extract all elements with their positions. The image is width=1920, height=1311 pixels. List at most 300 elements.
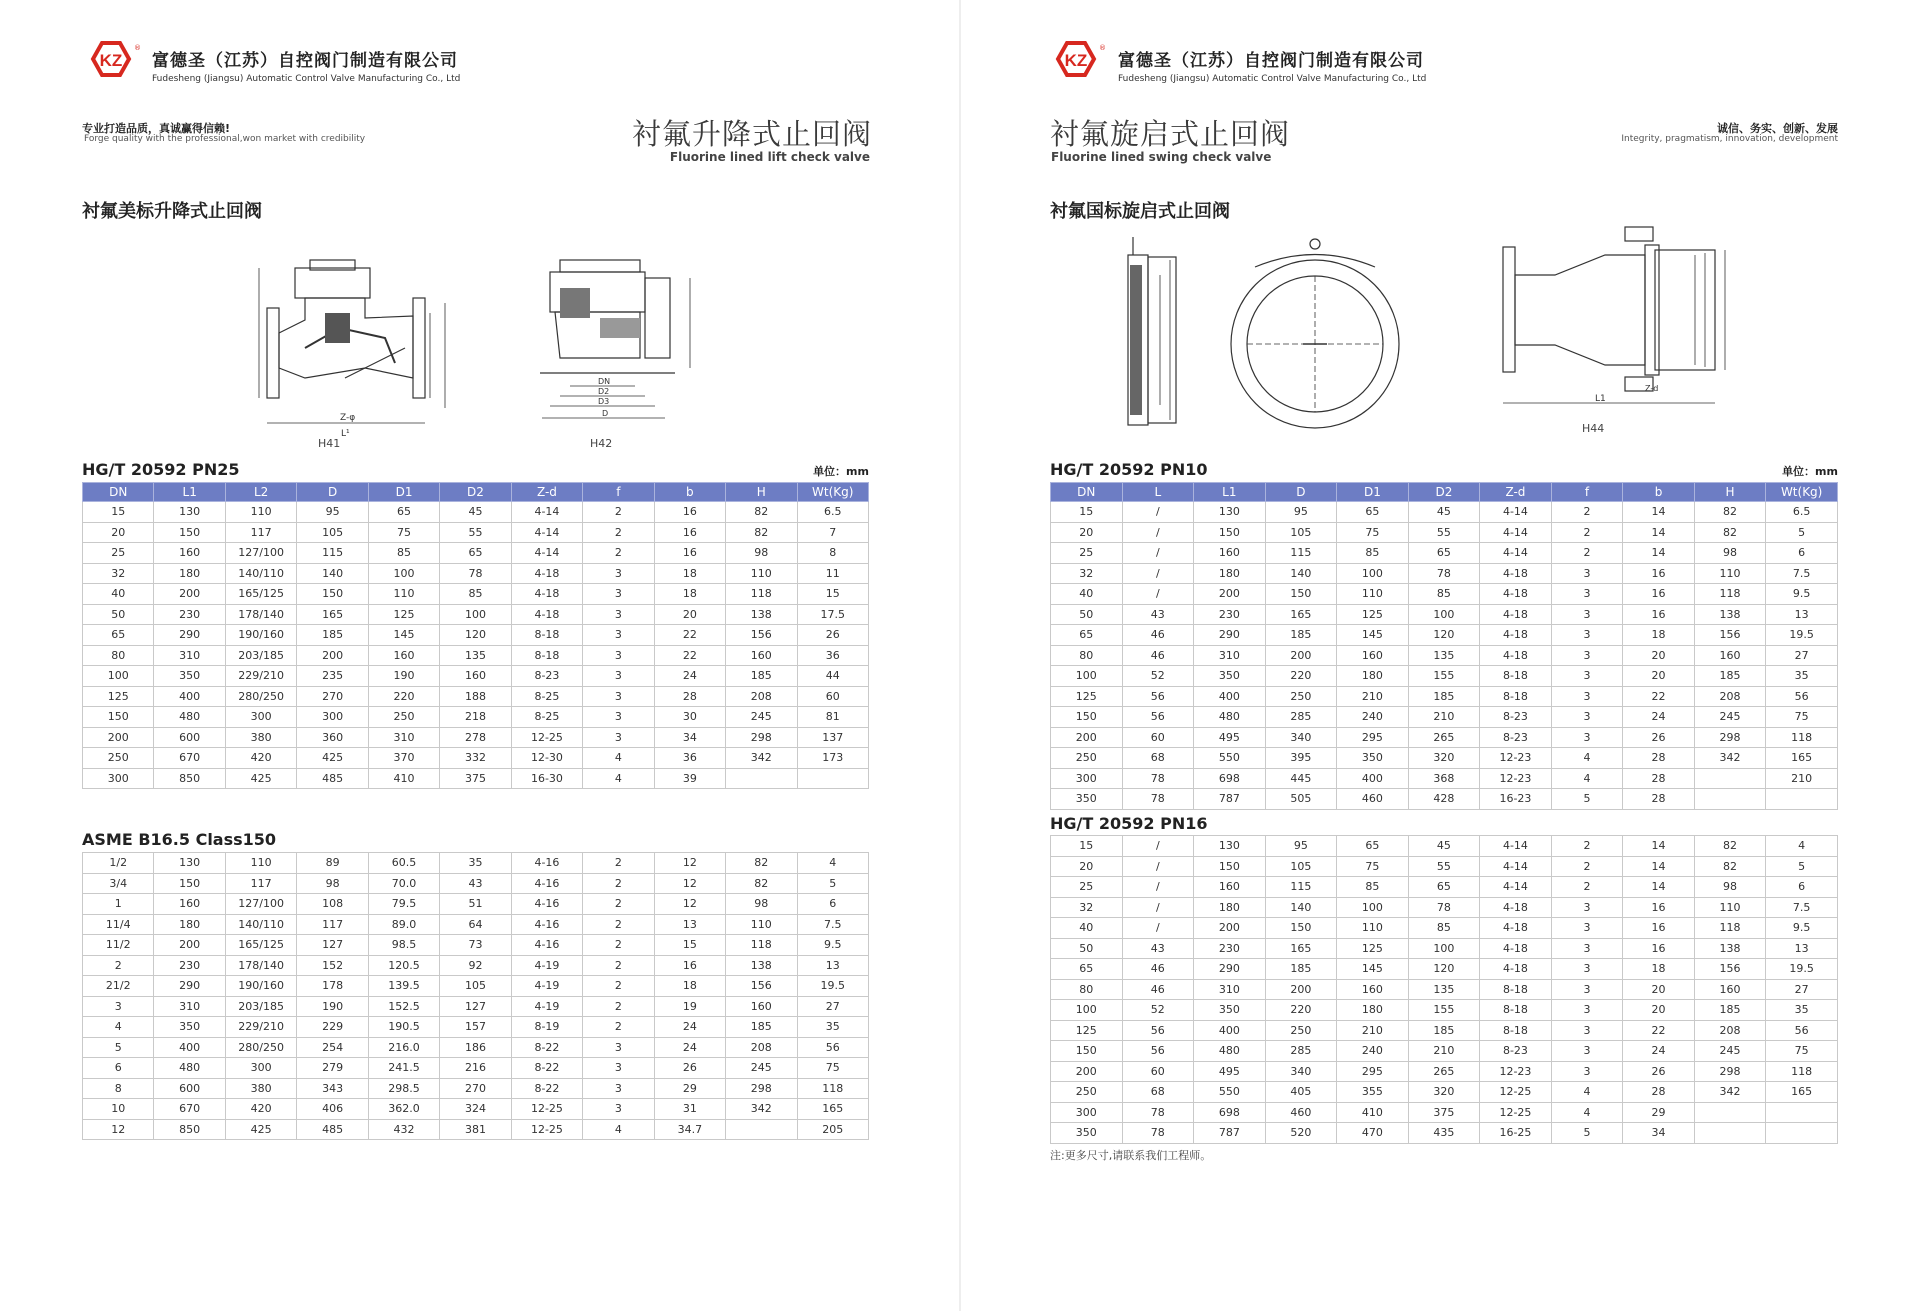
table-row [83,1017,869,1038]
table-cell: 13 [1766,604,1838,625]
table-cell: 12-23 [1480,768,1552,789]
table-cell: 265 [1408,1061,1480,1082]
table-cell: 156 [726,625,797,646]
table-cell: 165 [797,1099,868,1120]
table-cell: 11/2 [83,935,154,956]
table-cell: 6 [1766,543,1838,564]
slogan-en: Forge quality with the professional,won market with credibility [84,134,366,144]
table-cell: 8-23 [1480,1041,1552,1062]
table-cell: 4-18 [1480,625,1552,646]
table-cell: 75 [1766,707,1838,728]
table-cell: 3 [583,1099,654,1120]
company-name-en: Fudesheng (Jiangsu) Automatic Control Valve Manufacturing Co., Ltd [1118,74,1427,84]
table-row [83,996,869,1017]
table-cell: 150 [1051,707,1123,728]
table-cell: 85 [440,584,511,605]
table-cell: 95 [1265,836,1337,857]
table-cell: 185 [1265,959,1337,980]
table-cell: 300 [225,707,296,728]
table-cell [726,1119,797,1140]
table-cell: 4-16 [511,853,582,874]
table-cell: 218 [440,707,511,728]
table-cell: 18 [654,584,725,605]
table-cell: 220 [1265,1000,1337,1021]
table-cell [1694,768,1766,789]
table-cell: 2 [583,853,654,874]
table-row [1051,1061,1838,1082]
table-cell: 7.5 [1766,563,1838,584]
table-cell: 200 [297,645,368,666]
table-cell: 152.5 [368,996,439,1017]
table-cell: 20 [1623,1000,1695,1021]
swing-side-view-drawing [1120,235,1195,435]
table-cell: 14 [1623,502,1695,523]
table-cell: 12 [654,873,725,894]
table-row [83,768,869,789]
table-row [1051,1041,1838,1062]
table-cell [726,768,797,789]
table-cell: 185 [297,625,368,646]
table-cell: 460 [1265,1102,1337,1123]
table-cell: 4-14 [1480,877,1552,898]
table-cell: 425 [225,768,296,789]
table-cell: 16 [1623,938,1695,959]
table-row [83,1037,869,1058]
table-cell: 160 [726,996,797,1017]
table-cell: 110 [1337,918,1409,939]
table-cell: 110 [368,584,439,605]
table-cell: 420 [225,748,296,769]
table-cell: 230 [154,604,225,625]
table-cell: 40 [83,584,154,605]
table-cell: 65 [1051,959,1123,980]
table-cell: 100 [1408,604,1480,625]
table-cell: 16 [1623,604,1695,625]
column-header: Z-d [511,483,582,502]
table-cell: 32 [1051,897,1123,918]
table-cell: 670 [154,1099,225,1120]
table-cell: 16 [654,955,725,976]
table-cell: 65 [1337,836,1409,857]
table-cell: 245 [726,1058,797,1079]
table-cell: 12-25 [511,727,582,748]
table-cell: 220 [1265,666,1337,687]
table-cell: 27 [1766,645,1838,666]
table-cell: 235 [297,666,368,687]
table-cell: 98 [726,543,797,564]
table-cell: 4 [583,768,654,789]
table-cell: 160 [1194,543,1266,564]
table-cell: 145 [368,625,439,646]
table-cell: 117 [225,873,296,894]
table-cell: 185 [1265,625,1337,646]
table-cell: 298 [726,727,797,748]
svg-text:Z-d: Z-d [1645,384,1659,393]
table-cell: 155 [1408,1000,1480,1021]
table-cell: 343 [297,1078,368,1099]
standard-label-1: HG/T 20592 PN10 [1050,460,1208,479]
table-cell [1766,1123,1838,1144]
table-cell: 470 [1337,1123,1409,1144]
column-header: b [1623,483,1695,502]
table-cell: 320 [1408,1082,1480,1103]
table-cell: 15 [1051,502,1123,523]
table-row [83,1099,869,1120]
table-cell: 290 [1194,625,1266,646]
column-header: H [726,483,797,502]
table-cell: 110 [1337,584,1409,605]
table-cell: 4-18 [511,584,582,605]
table-cell: 150 [154,873,225,894]
table-cell: 85 [1408,918,1480,939]
table-cell: 200 [1194,584,1266,605]
table-cell: 420 [225,1099,296,1120]
table-cell: 8-18 [1480,1020,1552,1041]
table-cell: 350 [1337,748,1409,769]
table-cell: 3 [583,563,654,584]
table-cell: 4 [583,748,654,769]
table-cell: 28 [1623,768,1695,789]
table-row [83,522,869,543]
table-cell: 160 [154,543,225,564]
table-cell: 216.0 [368,1037,439,1058]
table-cell: 127 [440,996,511,1017]
table-cell: 2 [83,955,154,976]
table-cell: 4-14 [511,502,582,523]
table-cell: 6.5 [797,502,868,523]
table-cell: 3 [1551,625,1623,646]
svg-text:D: D [602,409,609,418]
table-cell: 4 [583,1119,654,1140]
table-cell: 25 [83,543,154,564]
table-cell: 300 [83,768,154,789]
column-header: D1 [1337,483,1409,502]
table-cell: 105 [440,976,511,997]
table-cell: 3 [1551,979,1623,1000]
table-cell: / [1122,563,1194,584]
table-cell: 7.5 [797,914,868,935]
table-row [1051,543,1838,564]
table-cell: 92 [440,955,511,976]
table-cell: 12-25 [1480,1082,1552,1103]
table-cell: 298 [1694,1061,1766,1082]
table-cell: 3 [1551,897,1623,918]
table-cell: 285 [1265,707,1337,728]
table-cell: 56 [1766,1020,1838,1041]
table-cell: 12-30 [511,748,582,769]
svg-text:®: ® [1099,44,1106,52]
table-cell: 73 [440,935,511,956]
table-cell: 8-18 [511,625,582,646]
table-cell: 130 [1194,836,1266,857]
table-cell: 230 [154,955,225,976]
table-cell: 82 [726,502,797,523]
table-cell: 3 [1551,645,1623,666]
table-cell: 125 [1051,686,1123,707]
column-header: D2 [1408,483,1480,502]
table-cell [797,768,868,789]
table-cell: 24 [1623,1041,1695,1062]
table-cell: 480 [1194,1041,1266,1062]
table-cell: 185 [726,666,797,687]
table-cell: 31 [654,1099,725,1120]
table-cell: 16 [1623,897,1695,918]
table-cell: / [1122,918,1194,939]
table-cell: 180 [154,914,225,935]
table-cell: 130 [1194,502,1266,523]
table-cell: 4-16 [511,894,582,915]
table-cell: 5 [1766,856,1838,877]
table-cell: 350 [154,666,225,687]
table-cell: 3/4 [83,873,154,894]
table-cell: 15 [797,584,868,605]
table-cell: 98 [1694,543,1766,564]
table-cell: 350 [1194,1000,1266,1021]
table-cell: 9.5 [1766,584,1838,605]
table-cell: 210 [1408,707,1480,728]
table-cell: 115 [1265,543,1337,564]
table-cell: 130 [154,853,225,874]
table-cell: 110 [1694,563,1766,584]
standard-label-2: HG/T 20592 PN16 [1050,814,1208,833]
table-cell: 200 [1194,918,1266,939]
slogan-cn: 诚信、务实、创新、发展 [1717,122,1838,135]
table-cell: 254 [297,1037,368,1058]
table-cell: 160 [1194,877,1266,898]
table-cell: 362.0 [368,1099,439,1120]
table-cell: 75 [1766,1041,1838,1062]
table-cell: 1/2 [83,853,154,874]
table-cell: 127/100 [225,894,296,915]
table-cell: 200 [83,727,154,748]
table-cell: 78 [1122,1123,1194,1144]
table-cell: 34 [654,727,725,748]
table-cell: 265 [1408,727,1480,748]
table-cell: 50 [1051,938,1123,959]
table-row [83,955,869,976]
table-cell: 8-22 [511,1037,582,1058]
table-cell: 360 [297,727,368,748]
table-cell: 80 [1051,979,1123,1000]
table-cell: 240 [1337,1041,1409,1062]
table-cell: 298 [1694,727,1766,748]
table-cell: 4-16 [511,914,582,935]
h44-drawing [1495,225,1770,415]
table-cell: 5 [797,873,868,894]
table-row [83,1119,869,1140]
table-cell: 332 [440,748,511,769]
table-cell: 505 [1265,789,1337,810]
table-cell: 100 [440,604,511,625]
table-cell: / [1122,877,1194,898]
table-cell: 156 [1694,625,1766,646]
table-cell: 78 [1408,563,1480,584]
table-cell: 2 [583,996,654,1017]
table-cell: 368 [1408,768,1480,789]
table-cell: 4-18 [1480,604,1552,625]
spec-table-hgt-pn10 [1050,482,1838,810]
table-cell: 160 [1694,979,1766,1000]
table-cell: 4-14 [1480,856,1552,877]
table-cell: 10 [83,1099,154,1120]
table-cell: 78 [1122,1102,1194,1123]
table-cell: 8 [83,1078,154,1099]
company-header [1118,46,1426,84]
table-cell: 9.5 [797,935,868,956]
table-row [83,625,869,646]
table-cell: 2 [1551,856,1623,877]
column-header: f [1551,483,1623,502]
table-cell: 16 [654,502,725,523]
table-cell: 28 [1623,789,1695,810]
table-row [1051,522,1838,543]
table-cell: 81 [797,707,868,728]
table-cell: 210 [1337,686,1409,707]
table-cell: 22 [1623,686,1695,707]
table-cell: 270 [440,1078,511,1099]
table-cell: 82 [1694,856,1766,877]
table-cell: 60.5 [368,853,439,874]
table-row [83,853,869,874]
table-cell: 310 [154,996,225,1017]
table-cell: 160 [1337,979,1409,1000]
table-cell [1694,789,1766,810]
table-cell: 2 [583,976,654,997]
table-cell: 3 [1551,584,1623,605]
table-cell: 150 [154,522,225,543]
table-cell: 3 [583,625,654,646]
table-cell: 3 [1551,707,1623,728]
table-cell: 150 [1194,522,1266,543]
table-cell: 4 [1551,1082,1623,1103]
table-cell: 135 [440,645,511,666]
svg-text:D3: D3 [598,397,610,406]
table-cell: 120 [1408,959,1480,980]
table-cell: 79.5 [368,894,439,915]
table-cell: 46 [1122,979,1194,1000]
table-cell: 180 [1337,666,1409,687]
table-cell: 350 [1194,666,1266,687]
table-cell: 56 [797,1037,868,1058]
table-cell: 65 [1051,625,1123,646]
table-header-row [1051,483,1838,502]
table-cell: 65 [83,625,154,646]
table-cell: 3 [583,604,654,625]
table-cell: 4-16 [511,935,582,956]
table-cell: 117 [297,914,368,935]
table-cell: 200 [154,584,225,605]
table-cell [1766,1102,1838,1123]
table-cell: 68 [1122,748,1194,769]
column-header: Z-d [1480,483,1552,502]
table-cell: 185 [1408,686,1480,707]
table-cell: 2 [583,914,654,935]
right-page [960,0,1920,1311]
table-cell: 698 [1194,768,1266,789]
table-cell: 16 [654,543,725,564]
table-cell: 160 [1694,645,1766,666]
table-cell: 4-14 [511,543,582,564]
table-cell: 245 [1694,707,1766,728]
table-cell: 16 [654,522,725,543]
table-cell: 55 [1408,856,1480,877]
table-cell: 65 [440,543,511,564]
table-cell: 120 [440,625,511,646]
table-cell: 165 [1265,604,1337,625]
table-cell: 355 [1337,1082,1409,1103]
table-row [83,976,869,997]
table-cell: 7.5 [1766,897,1838,918]
table-cell: 26 [1623,1061,1695,1082]
table-cell: 410 [1337,1102,1409,1123]
table-cell: 400 [154,686,225,707]
table-cell: 13 [654,914,725,935]
table-cell: 46 [1122,959,1194,980]
table-cell: 405 [1265,1082,1337,1103]
table-cell: 5 [1766,522,1838,543]
table-cell: 108 [297,894,368,915]
table-cell: 3 [583,584,654,605]
table-cell [1694,1123,1766,1144]
table-cell: 18 [1623,959,1695,980]
table-cell: 380 [225,727,296,748]
table-cell: 24 [654,666,725,687]
table-cell: 138 [726,955,797,976]
table-cell: 600 [154,1078,225,1099]
standard-label-2: ASME B16.5 Class150 [82,830,277,849]
table-cell: 4-14 [1480,502,1552,523]
table-cell: 165/125 [225,935,296,956]
table-cell: 140/110 [225,914,296,935]
table-cell: 118 [726,935,797,956]
table-cell: 3 [1551,686,1623,707]
table-cell: 4-14 [1480,522,1552,543]
table-cell: 127/100 [225,543,296,564]
table-cell: 26 [797,625,868,646]
table-cell: 3 [583,666,654,687]
table-cell: 350 [1051,1123,1123,1144]
table-cell: / [1122,897,1194,918]
table-cell: 406 [297,1099,368,1120]
logo-text: KZ [99,51,123,70]
table-cell: 30 [654,707,725,728]
table-cell: 118 [1694,918,1766,939]
column-header: DN [1051,483,1123,502]
table-cell: 18 [1623,625,1695,646]
table-cell: 600 [154,727,225,748]
table-cell: 12-23 [1480,1061,1552,1082]
table-cell: 165 [1766,748,1838,769]
section-title: 衬氟国标旋启式止回阀 [1050,201,1230,222]
table-cell: 375 [1408,1102,1480,1123]
spec-table-hgt-pn25 [82,482,869,789]
table-cell: 428 [1408,789,1480,810]
table-row [83,666,869,687]
table-cell: 3 [1551,918,1623,939]
table-cell: 310 [1194,645,1266,666]
table-cell: 200 [1051,727,1123,748]
table-cell: 8-18 [1480,686,1552,707]
table-cell: 156 [726,976,797,997]
table-cell: 2 [583,1017,654,1038]
table-cell: 140/110 [225,563,296,584]
table-cell: 17.5 [797,604,868,625]
column-header: f [583,483,654,502]
table-cell: 208 [1694,686,1766,707]
table-cell: 185 [1408,1020,1480,1041]
table-cell: 125 [1337,938,1409,959]
table-cell: 3 [1551,938,1623,959]
